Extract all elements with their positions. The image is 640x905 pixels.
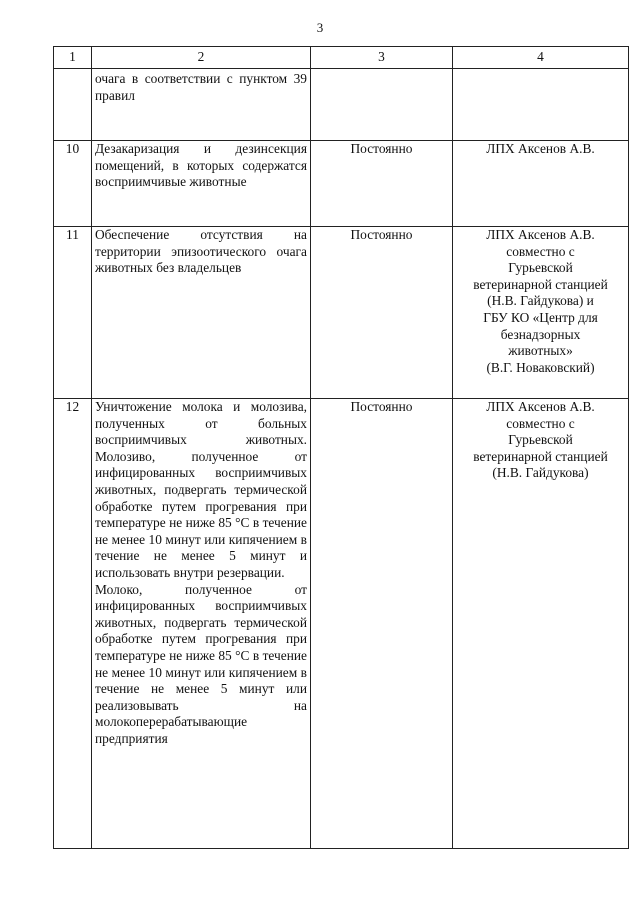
row-responsible <box>453 399 629 849</box>
responsible-line: ветеринарной станцией <box>473 276 608 292</box>
row-responsible <box>453 141 629 227</box>
responsible-line: Гурьевской <box>508 260 573 276</box>
description-paragraph: Молоко, полученное от инфицированных восприимчивых животных, подвергать термической обработке путем прогревания при температуре не ниже 85 °С в течение не менее 10 минут или кипячением в течение не менее 5 минут или реализовывать на молокоперерабатывающие предприятия <box>95 581 307 746</box>
row-number: 11 <box>54 227 92 399</box>
description-paragraph: Уничтожение молока и молозива, полученных от больных восприимчивых животных. Молозиво, полученное от инфицированных восприимчивых животных, подвергать термической обработке путем прогревания при температуре не ниже 85 °С в течение не менее 10 минут или кипячением в течение не менее 5 минут и использовать внутри резервации. <box>95 399 307 580</box>
description-paragraph: Обеспечение отсутствия на территории эпизоотического очага животных без владельцев <box>95 227 307 276</box>
responsible-line: Гурьевской <box>508 432 573 448</box>
page-number: 3 <box>316 20 324 35</box>
row-description <box>92 399 311 849</box>
row-description <box>92 141 311 227</box>
row-number: 12 <box>54 399 92 849</box>
table-row <box>54 227 629 399</box>
responsible-line: совместно с <box>506 415 575 431</box>
column-header-2: 2 <box>92 47 311 69</box>
column-header-1: 1 <box>54 47 92 69</box>
row-number: 10 <box>54 141 92 227</box>
row-description <box>92 227 311 399</box>
row-period <box>311 69 453 141</box>
responsible-line: ЛПХ Аксенов А.В. <box>486 141 595 156</box>
measures-table <box>53 46 629 849</box>
table-header-row <box>54 47 629 69</box>
responsible-line: (Н.В. Гайдукова) <box>492 465 589 481</box>
responsible-line: ЛПХ Аксенов А.В. <box>486 227 595 242</box>
responsible-line: животных» <box>508 343 573 359</box>
table-row <box>54 399 629 849</box>
responsible-line: ЛПХ Аксенов А.В. <box>486 399 595 414</box>
row-period: Постоянно <box>311 399 453 849</box>
row-description: очага в соответствии с пунктом 39 правил <box>92 69 311 141</box>
responsible-line: (Н.В. Гайдукова) и <box>487 293 594 309</box>
row-period: Постоянно <box>311 227 453 399</box>
responsible-line: ГБУ КО «Центр для <box>483 309 598 325</box>
table-row-continuation <box>54 69 629 141</box>
table-row <box>54 141 629 227</box>
description-paragraph: Дезакаризация и дезинсекция помещений, в которых содержатся восприимчивые животные <box>95 141 307 190</box>
responsible-line: совместно с <box>506 243 575 259</box>
row-period: Постоянно <box>311 141 453 227</box>
responsible-line: безнадзорных <box>500 326 581 342</box>
row-number <box>54 69 92 141</box>
column-header-3: 3 <box>311 47 453 69</box>
row-responsible <box>453 69 629 141</box>
responsible-line: ветеринарной станцией <box>473 448 608 464</box>
row-responsible <box>453 227 629 399</box>
responsible-line: (В.Г. Новаковский) <box>486 359 595 375</box>
column-header-4: 4 <box>453 47 629 69</box>
